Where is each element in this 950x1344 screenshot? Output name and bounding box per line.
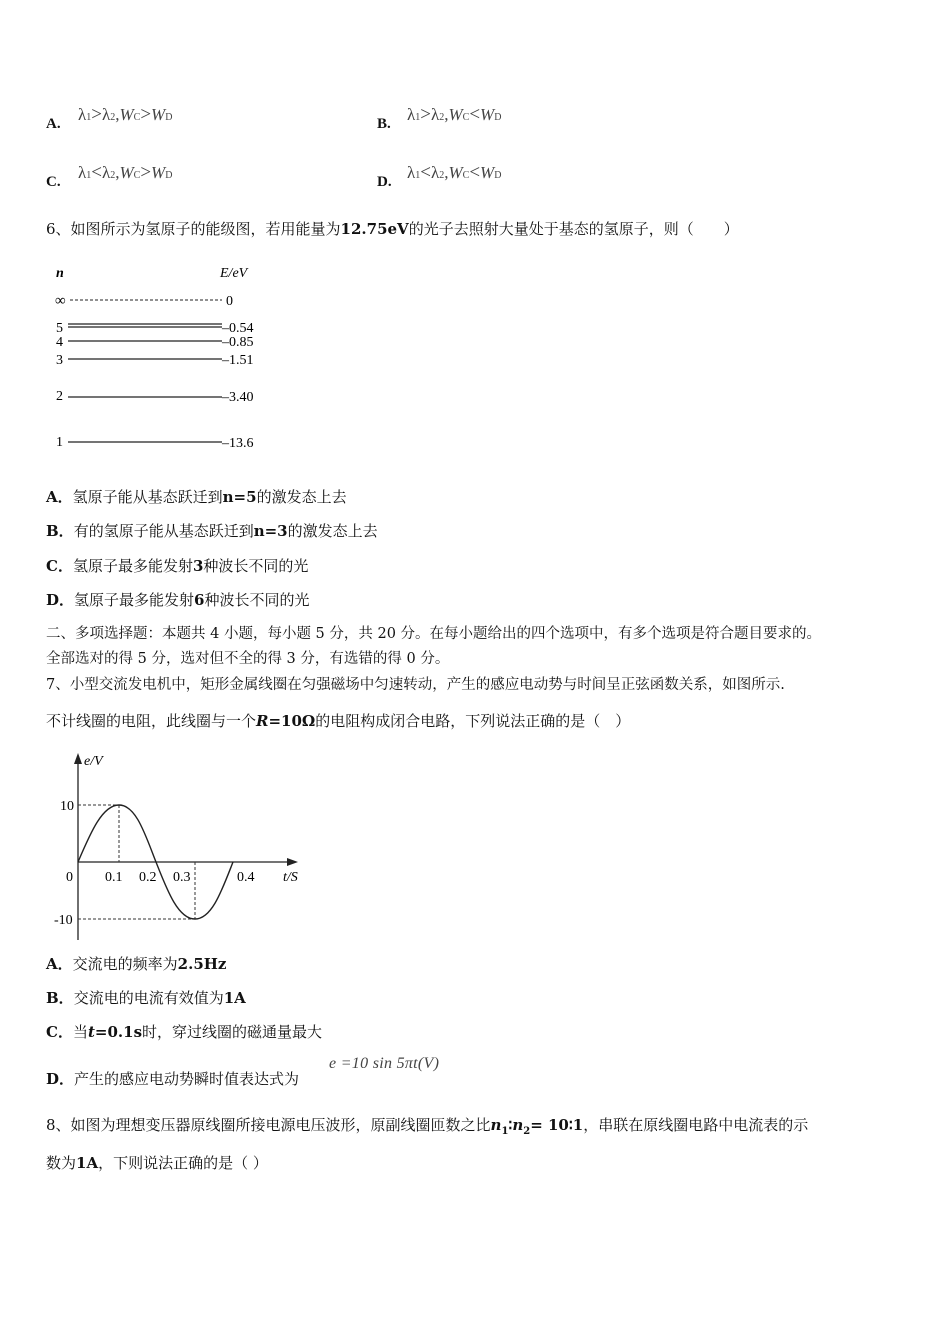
q8-stem-line2: 数为1A，下则说法正确的是（ ） <box>46 1154 268 1172</box>
y-tick-label: -10 <box>54 913 73 928</box>
q6-option-b: B．有的氢原子能从基态跃迁到n=3的激发态上去 <box>46 522 378 540</box>
math-expression: λ1<λ2,WC>WD <box>78 162 173 183</box>
q7-option-d: D．产生的感应电动势瞬时值表达式为 <box>46 1070 300 1088</box>
x-tick-label: 0.2 <box>139 870 157 885</box>
level-energy: –0.85 <box>222 335 254 350</box>
q8-stem-line1: 8、如图为理想变压器原线圈所接电源电压波形，原副线圈匝数之比$n_1∶n_2=$ 10∶1，串联在原线圈电路中电流表的示 <box>46 1116 809 1137</box>
level-n-label: 2 <box>56 389 63 404</box>
origin-label: 0 <box>66 870 73 885</box>
option-label: C. <box>46 174 61 190</box>
q7-stem-line1: 7、小型交流发电机中，矩形金属线圈在匀强磁场中匀速转动，产生的感应电动势与时间呈正弦函数关系，如图所示. <box>46 677 785 693</box>
n-axis-label: n <box>56 266 64 281</box>
emf-time-graph <box>50 750 310 945</box>
q7-option-b: B．交流电的电流有效值为1A <box>46 989 246 1007</box>
x-axis-arrow <box>287 858 298 866</box>
q6-option-a: A．氢原子能从基态跃迁到n=5的激发态上去 <box>46 488 347 506</box>
math-expression: λ1<λ2,WC<WD <box>407 162 502 183</box>
level-n-label: 5 <box>56 321 63 336</box>
level-n-label: 1 <box>56 435 63 450</box>
q6-stem: 6、如图所示为氢原子的能级图，若用能量为12.75eV的光子去照射大量处于基态的氢原子，则（ ） <box>46 220 739 238</box>
q7-option-a: A．交流电的频率为2.5Hz <box>46 955 227 973</box>
q6-option-d: D．氢原子最多能发射6种波长不同的光 <box>46 591 310 609</box>
option-label: A. <box>46 116 61 132</box>
q6-option-c: C．氢原子最多能发射3种波长不同的光 <box>46 557 309 575</box>
q7-stem-line2: 不计线圈的电阻，此线圈与一个R=10Ω的电阻构成闭合电路，下列说法正确的是（ ） <box>46 712 631 730</box>
y-axis-label: e/V <box>84 754 103 769</box>
section-heading: 二、多项选择题：本题共 4 小题，每小题 5 分，共 20 分。在每小题给出的四个选项中，有多个选项是符合题目要求的。 <box>46 626 822 642</box>
y-tick-label: 10 <box>60 799 74 814</box>
option-label: D. <box>377 174 392 190</box>
level-energy: –13.6 <box>222 436 254 451</box>
level-n-label: 3 <box>56 353 63 368</box>
x-tick-label: 0.1 <box>105 870 123 885</box>
math-expression: λ1>λ2,WC>WD <box>78 104 173 125</box>
level-energy: –0.54 <box>222 321 254 336</box>
emf-formula: e =10 sin 5πt(V) <box>329 1055 440 1072</box>
math-expression: λ1>λ2,WC<WD <box>407 104 502 125</box>
x-axis-label: t/S <box>283 870 298 885</box>
option-label: B. <box>377 116 391 132</box>
q7-option-c: C．当t=0.1s时，穿过线圈的磁通量最大 <box>46 1023 323 1041</box>
e-axis-label: E/eV <box>220 266 248 281</box>
level-energy: –1.51 <box>222 353 254 368</box>
x-tick-label: 0.3 <box>173 870 191 885</box>
level-n-label: ∞ <box>55 293 66 309</box>
level-energy: 0 <box>226 294 233 309</box>
x-tick-label: 0.4 <box>237 870 255 885</box>
y-axis-arrow <box>74 753 82 764</box>
level-energy: –3.40 <box>222 390 254 405</box>
section-heading-cont: 全部选对的得 5 分，选对但不全的得 3 分，有选错的得 0 分。 <box>46 651 450 667</box>
level-n-label: 4 <box>56 335 63 350</box>
energy-level-diagram <box>50 260 280 460</box>
